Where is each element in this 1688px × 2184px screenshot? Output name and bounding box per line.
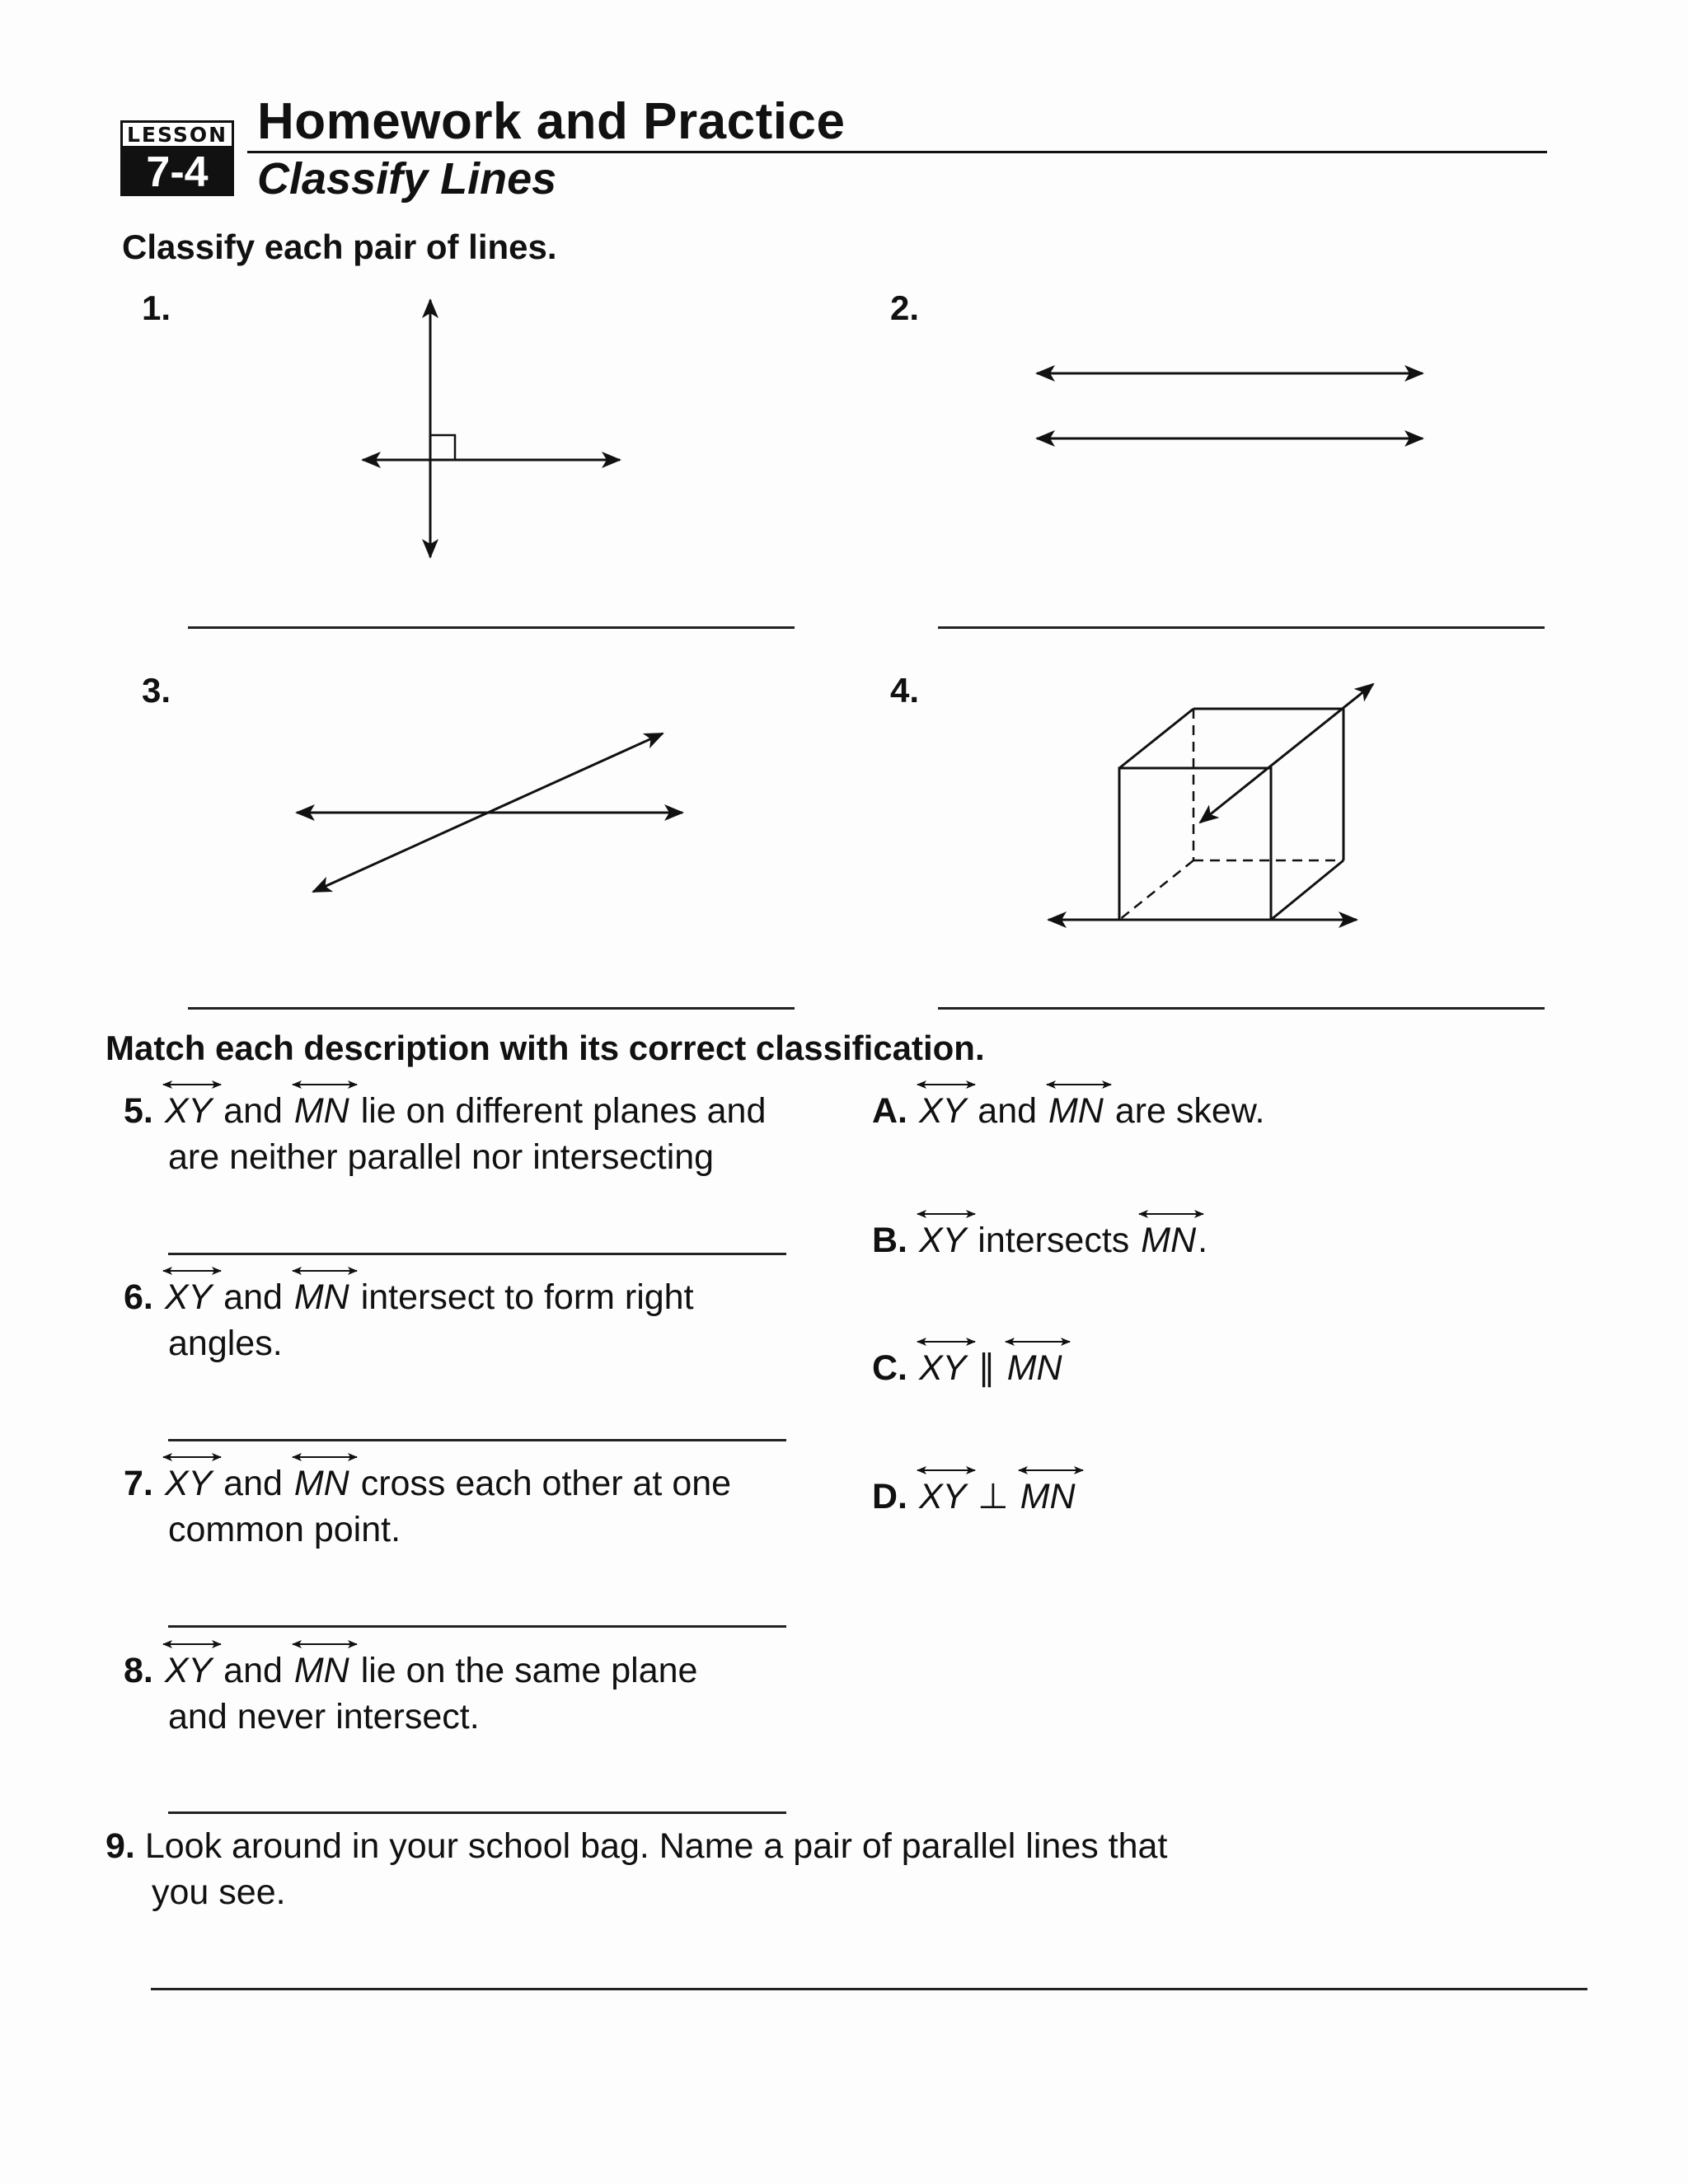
line-xy-label: XY: [164, 1464, 213, 1503]
line-mn-label: MN: [293, 1464, 349, 1503]
line-xy-label: XY: [918, 1091, 967, 1131]
choice-a-letter: A.: [872, 1091, 907, 1131]
question-9: [106, 1823, 1507, 1915]
question-9-number: 9.: [106, 1826, 135, 1866]
perpendicular-symbol: ⊥: [978, 1477, 1009, 1516]
line-mn-label: MN: [1006, 1348, 1062, 1388]
line-mn-label: MN: [293, 1091, 349, 1131]
description-6: [124, 1274, 799, 1366]
line-xy-label: XY: [918, 1221, 967, 1260]
line-mn-label: MN: [293, 1651, 349, 1690]
description-7: [124, 1460, 799, 1553]
choice-c: [872, 1345, 1064, 1391]
answer-line-2[interactable]: [938, 626, 1545, 629]
parallel-symbol: ∥: [978, 1348, 996, 1388]
answer-line-6[interactable]: [168, 1439, 786, 1441]
answer-line-9[interactable]: [151, 1988, 1587, 1990]
lesson-label: LESSON: [120, 120, 234, 148]
description-text: and never intersect.: [168, 1697, 480, 1736]
description-text: cross each other at one: [360, 1464, 732, 1503]
lesson-number: 7-4: [120, 148, 234, 196]
description-8-number: 8.: [124, 1651, 153, 1690]
connector-text: and: [223, 1277, 283, 1317]
problem-3-number: 3.: [142, 671, 171, 710]
description-text: intersect to form right: [360, 1277, 694, 1317]
description-8: [124, 1647, 799, 1740]
answer-line-5[interactable]: [168, 1253, 786, 1255]
line-xy-label: XY: [918, 1348, 967, 1388]
line-mn-label: MN: [1020, 1477, 1076, 1516]
choice-d-letter: D.: [872, 1477, 907, 1516]
problem-4-number: 4.: [890, 671, 920, 710]
question-9-text: Look around in your school bag. Name a pair of parallel lines that: [144, 1826, 1168, 1866]
description-5-number: 5.: [124, 1091, 153, 1131]
line-mn-label: MN: [1141, 1221, 1197, 1260]
part1-instruction: Classify each pair of lines.: [122, 227, 557, 266]
problem-1-number: 1.: [142, 288, 171, 327]
line-xy-label: XY: [164, 1651, 213, 1690]
choice-d: [872, 1474, 1077, 1520]
connector-text: and: [223, 1464, 283, 1503]
choice-c-letter: C.: [872, 1348, 907, 1388]
line-xy-label: XY: [164, 1277, 213, 1317]
connector-text: and: [223, 1091, 283, 1131]
connector-text: and: [978, 1091, 1038, 1131]
description-text: common point.: [168, 1510, 401, 1549]
description-text: lie on the same plane: [360, 1651, 698, 1690]
answer-line-1[interactable]: [188, 626, 795, 629]
answer-line-4[interactable]: [938, 1007, 1545, 1010]
choice-b: [872, 1217, 1207, 1263]
page-subtitle: Classify Lines: [257, 154, 557, 204]
description-text: are neither parallel nor intersecting: [168, 1137, 715, 1177]
line-mn-label: MN: [293, 1277, 349, 1317]
answer-line-8[interactable]: [168, 1811, 786, 1814]
part2-instruction: Match each description with its correct classification.: [106, 1029, 985, 1067]
answer-line-7[interactable]: [168, 1625, 786, 1628]
choice-a: [872, 1088, 1264, 1134]
line-xy-label: XY: [164, 1091, 213, 1131]
description-5: [124, 1088, 799, 1180]
problem-2-number: 2.: [890, 288, 920, 327]
line-xy-label: XY: [918, 1477, 967, 1516]
choice-b-letter: B.: [872, 1221, 907, 1260]
choice-text: are skew.: [1114, 1091, 1265, 1131]
description-text: lie on different planes and: [360, 1091, 767, 1131]
description-text: angles.: [168, 1324, 283, 1363]
connector-text: and: [223, 1651, 283, 1690]
answer-line-3[interactable]: [188, 1007, 795, 1010]
description-6-number: 6.: [124, 1277, 153, 1317]
line-mn-label: MN: [1048, 1091, 1104, 1131]
choice-text: .: [1198, 1221, 1208, 1260]
connector-text: intersects: [978, 1221, 1130, 1260]
page-title: Homework and Practice: [257, 93, 846, 150]
description-7-number: 7.: [124, 1464, 153, 1503]
question-9-text: you see.: [152, 1872, 286, 1912]
